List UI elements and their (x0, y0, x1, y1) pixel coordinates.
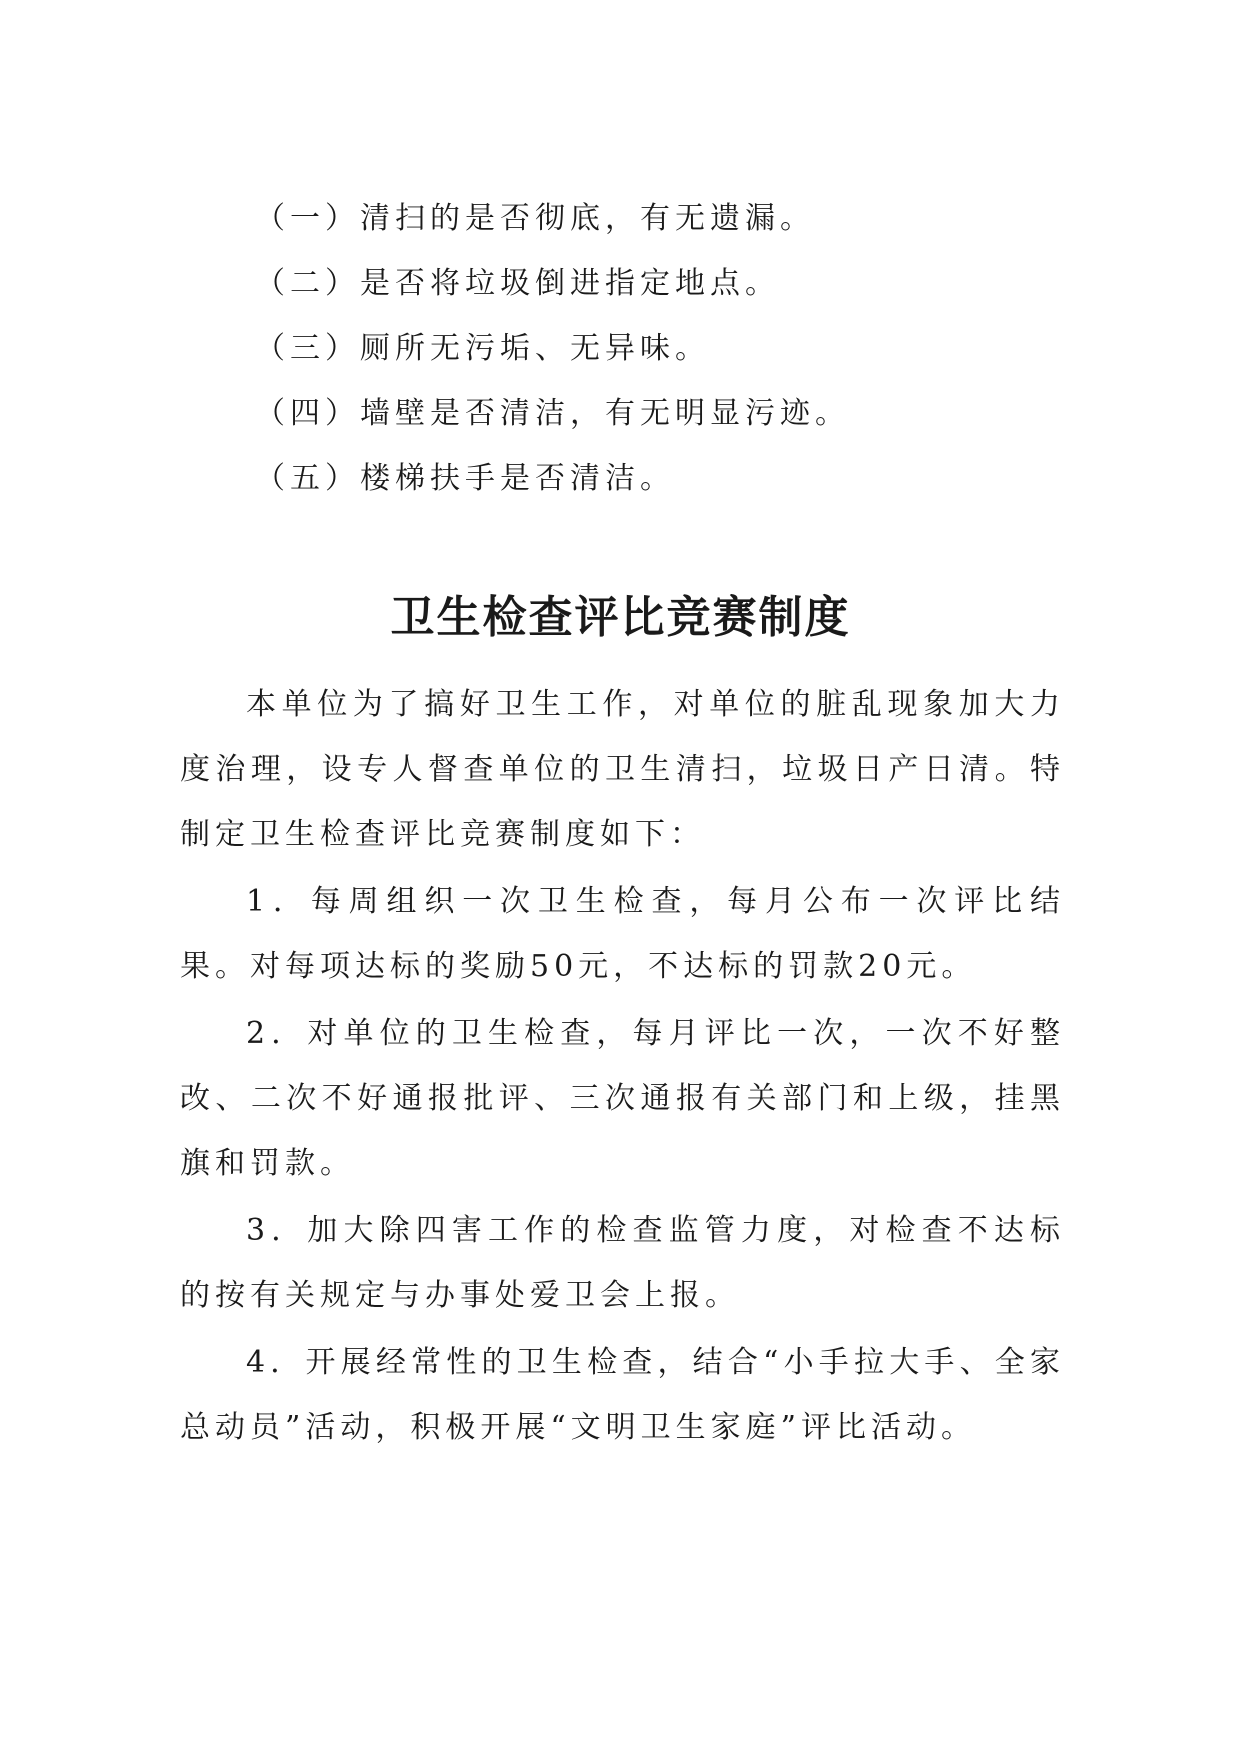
rule-paragraph-1: 1．每周组织一次卫生检查，每月公布一次评比结果。对每项达标的奖励50元，不达标的罚款20元。 (180, 884, 1065, 984)
inspection-item-4: （四）墙壁是否清洁，有无明显污迹。 (255, 396, 850, 431)
inspection-item-2: （二）是否将垃圾倒进指定地点。 (255, 266, 780, 301)
intro-paragraph: 本单位为了搞好卫生工作，对单位的脏乱现象加大力度治理，设专人督查单位的卫生清扫，垃圾日产日清。特制定卫生检查评比竞赛制度如下： (180, 687, 1065, 852)
inspection-item-5: （五）楼梯扶手是否清洁。 (255, 461, 675, 496)
document-body (180, 672, 1065, 1462)
inspection-item-3: （三）厕所无污垢、无异味。 (255, 331, 710, 366)
document-title: 卫生检查评比竞赛制度 (390, 592, 851, 643)
rule-paragraph-4: 4．开展经常性的卫生检查，结合“小手拉大手、全家总动员”活动，积极开展“文明卫生家庭”评比活动。 (180, 1345, 1065, 1445)
inspection-item-1: （一）清扫的是否彻底，有无遗漏。 (255, 201, 815, 236)
inspection-items-list (255, 186, 1075, 511)
rule-paragraph-2: 2．对单位的卫生检查，每月评比一次，一次不好整改、二次不好通报批评、三次通报有关部门和上级，挂黑旗和罚款。 (180, 1016, 1065, 1181)
rule-paragraph-3: 3．加大除四害工作的检查监管力度，对检查不达标的按有关规定与办事处爱卫会上报。 (180, 1213, 1065, 1313)
